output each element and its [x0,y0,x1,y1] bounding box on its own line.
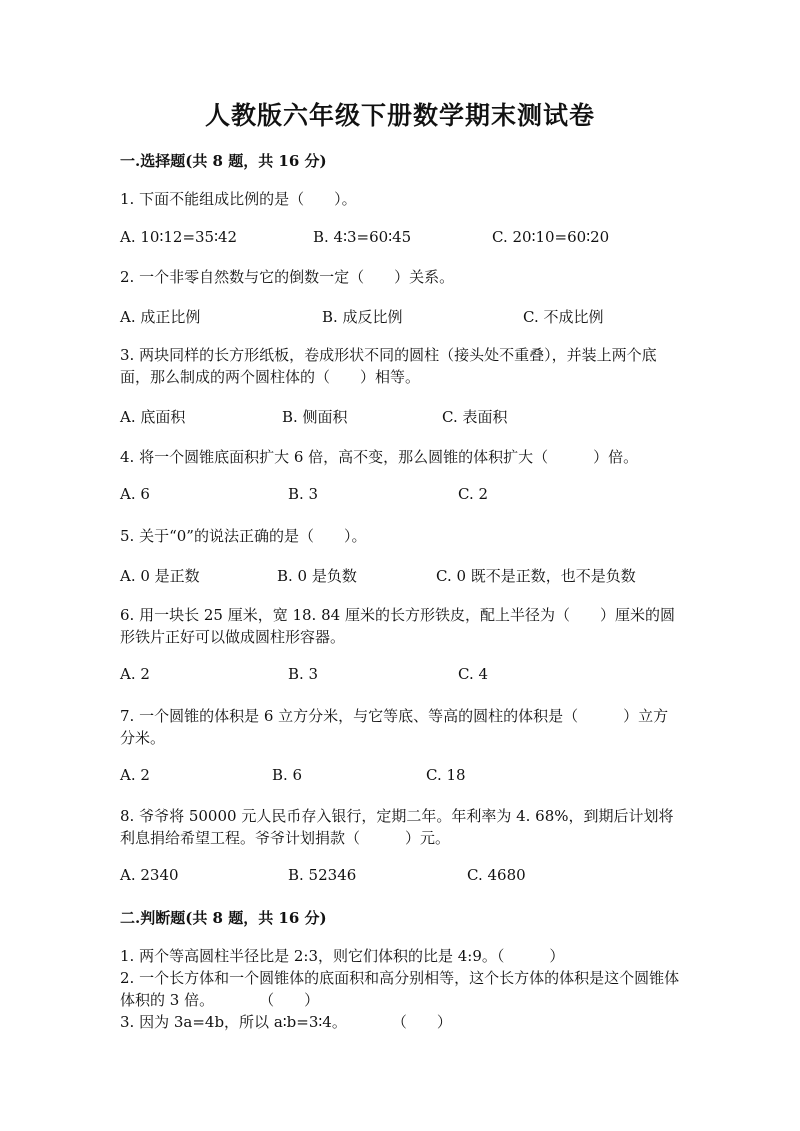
question-2-options [120,306,680,328]
option-b: B. 3 [288,485,319,503]
option-c: C. 表面积 [442,408,508,426]
question-5-options [120,565,680,587]
option-a: A. 0 是正数 [120,567,200,585]
option-a: A. 底面积 [120,408,186,426]
question-1: 1. 下面不能组成比例的是（ ）。 [120,190,357,208]
option-b: B. 3 [288,665,319,683]
option-a: A. 成正比例 [120,308,201,326]
question-5: 5. 关于“0”的说法正确的是（ ）。 [120,527,367,545]
option-a: A. 2 [120,766,150,784]
judgement-item-3: 3. 因为 3a=4b，所以 a∶b=3∶4。 （ ） [120,1013,452,1031]
question-6-options [120,665,680,687]
option-c: C. 0 既不是正数，也不是负数 [436,567,636,585]
question-3: 3. 两块同样的长方形纸板，卷成形状不同的圆柱（接头处不重叠），并装上两个底面，那么制成的两个圆柱体的（ ）相等。 [120,346,657,386]
question-8-options [120,866,680,888]
question-2: 2. 一个非零自然数与它的倒数一定（ ）关系。 [120,268,455,286]
option-b: B. 侧面积 [282,408,348,426]
section-heading-choice: 一.选择题(共 8 题，共 16 分) [120,152,327,170]
option-a: A. 2340 [120,866,179,884]
judgement-item-1: 1. 两个等高圆柱半径比是 2:3，则它们体积的比是 4:9。（ ） [120,947,565,965]
question-7-options [120,766,680,788]
section-heading-judgement: 二.判断题(共 8 题，共 16 分) [120,909,327,927]
question-7: 7. 一个圆锥的体积是 6 立方分米，与它等底、等高的圆柱的体积是（ ）立方分米。 [120,707,669,747]
option-b: B. 4∶3=60∶45 [313,228,412,246]
option-a: A. 10∶12=35∶42 [120,228,238,246]
option-a: A. 2 [120,665,150,683]
question-3-options [120,406,680,428]
option-c: C. 4 [458,665,489,683]
option-c: C. 不成比例 [523,308,604,326]
judgement-item-2: 2. 一个长方体和一个圆锥体的底面积和高分别相等，这个长方体的体积是这个圆锥体体积的 3 倍。 （ ） [120,969,680,1009]
option-b: B. 0 是负数 [277,567,357,585]
question-6: 6. 用一块长 25 厘米，宽 18. 84 厘米的长方形铁皮，配上半径为（ ）厘米的圆形铁片正好可以做成圆柱形容器。 [120,606,675,646]
option-c: C. 18 [426,766,466,784]
question-1-options [120,228,680,250]
question-8: 8. 爷爷将 50000 元人民币存入银行，定期二年。年利率为 4. 68%，到期后计划将利息捐给希望工程。爷爷计划捐款（ ）元。 [120,807,674,847]
option-c: C. 4680 [467,866,526,884]
option-b: B. 52346 [288,866,357,884]
page-title: 人教版六年级下册数学期末测试卷 [204,101,595,130]
option-c: C. 2 [458,485,489,503]
option-a: A. 6 [120,485,150,503]
option-c: C. 20∶10=60∶20 [492,228,610,246]
option-b: B. 成反比例 [322,308,403,326]
option-b: B. 6 [272,766,303,784]
question-4-options [120,485,680,507]
question-4: 4. 将一个圆锥底面积扩大 6 倍，高不变，那么圆锥的体积扩大（ ）倍。 [120,448,639,466]
